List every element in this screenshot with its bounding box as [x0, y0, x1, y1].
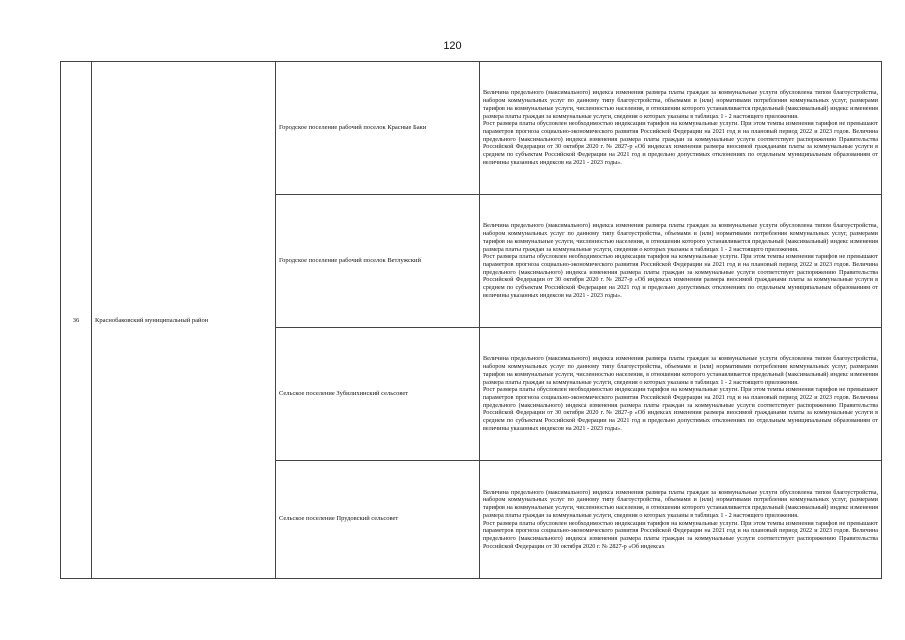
description-paragraph: Рост размера платы обусловлен необходимостью индексации тарифов на коммунальные услуги. При этом темпы изменения тарифов не превышают параметров прогноза социально-экономического развития Российской Федерации на 2021 год и на плановый период 2022 и 2023 годов. Величина предельного (максимального) индекса изменения размера платы граждан за коммунальные услуги соответствует распоряжению Правительства Российской Федерации от 30 октября 2020 г. № 2827-р «Об индексах изменения размера вносимой гражданами платы за коммунальные услуги в среднем по субъектам Российской Федерации на 2021 год и предельно допустимых отклонениях по отдельным муниципальным образованиям от величины указанных индексов на 2021 - 2023 годы». — [483, 253, 878, 299]
district-cell: Краснобаковский муниципальный район — [92, 62, 276, 579]
document-table — [60, 61, 882, 579]
page-number: 120 — [443, 40, 462, 52]
description-cell — [480, 195, 882, 328]
settlement-name-cell: Городское поселение рабочий поселок Красные Баки — [276, 62, 480, 195]
description-cell — [480, 461, 882, 579]
description-cell — [480, 328, 882, 461]
row-number-cell: 36 — [61, 62, 92, 579]
settlement-name-cell: Сельское поселение Прудовский сельсовет — [276, 461, 480, 579]
settlement-name-cell: Городское поселение рабочий поселок Ветлужский — [276, 195, 480, 328]
settlement-name-cell: Сельское поселение Зубилихинский сельсовет — [276, 328, 480, 461]
description-paragraph: Рост размера платы обусловлен необходимостью индексации тарифов на коммунальные услуги. При этом темпы изменения тарифов не превышают параметров прогноза социально-экономического развития Российской Федерации на 2021 год и на плановый период 2022 и 2023 годов. Величина предельного (максимального) индекса изменения размера платы граждан за коммунальные услуги соответствует распоряжению Правительства Российской Федерации от 30 октября 2020 г. № 2827-р «Об индексах — [483, 519, 878, 550]
description-paragraph: Величина предельного (максимального) индекса изменения размера платы граждан за коммунальные услуги обусловлена типом благоустройства, набором коммунальных услуг по данному типу благоустройства, объемами и (или) нормативами потребления коммунальных услуг, размерами тарифов на коммунальные услуги, численностью населения, в отношении которого устанавливается предельный (максимальный) индекс изменения размера платы граждан за коммунальные услуги, сведения о которых указаны в таблицах 1 - 2 настоящего приложения. — [483, 488, 878, 519]
description-paragraph: Рост размера платы обусловлен необходимостью индексации тарифов на коммунальные услуги. При этом темпы изменения тарифов не превышают параметров прогноза социально-экономического развития Российской Федерации на 2021 год и на плановый период 2022 и 2023 годов. Величина предельного (максимального) индекса изменения размера платы граждан за коммунальные услуги соответствует распоряжению Правительства Российской Федерации от 30 октября 2020 г. № 2827-р «Об индексах изменения размера вносимой гражданами платы за коммунальные услуги в среднем по субъектам Российской Федерации на 2021 год и предельно допустимых отклонениях по отдельным муниципальным образованиям от величины указанных индексов на 2021 - 2023 годы». — [483, 120, 878, 166]
description-paragraph: Величина предельного (максимального) индекса изменения размера платы граждан за коммунальные услуги обусловлена типом благоустройства, набором коммунальных услуг по данному типу благоустройства, объемами и (или) нормативами потребления коммунальных услуг, размерами тарифов на коммунальные услуги, численностью населения, в отношении которого устанавливается предельный (максимальный) индекс изменения размера платы граждан за коммунальные услуги, сведения о которых указаны в таблицах 1 - 2 настоящего приложения. — [483, 222, 878, 253]
description-paragraph: Величина предельного (максимального) индекса изменения размера платы граждан за коммунальные услуги обусловлена типом благоустройства, набором коммунальных услуг по данному типу благоустройства, объемами и (или) нормативами потребления коммунальных услуг, размерами тарифов на коммунальные услуги, численностью населения, в отношении которого устанавливается предельный (максимальный) индекс изменения размера платы граждан за коммунальные услуги, сведения о которых указаны в таблицах 1 - 2 настоящего приложения. — [483, 89, 878, 120]
description-cell — [480, 62, 882, 195]
description-paragraph: Рост размера платы обусловлен необходимостью индексации тарифов на коммунальные услуги. При этом темпы изменения тарифов не превышают параметров прогноза социально-экономического развития Российской Федерации на 2021 год и на плановый период 2022 и 2023 годов. Величина предельного (максимального) индекса изменения размера платы граждан за коммунальные услуги соответствует распоряжению Правительства Российской Федерации от 30 октября 2020 г. № 2827-р «Об индексах изменения размера вносимой гражданами платы за коммунальные услуги в среднем по субъектам Российской Федерации на 2021 год и предельно допустимых отклонениях по отдельным муниципальным образованиям от величины указанных индексов на 2021 - 2023 годы». — [483, 386, 878, 432]
table-row — [61, 62, 882, 195]
description-paragraph: Величина предельного (максимального) индекса изменения размера платы граждан за коммунальные услуги обусловлена типом благоустройства, набором коммунальных услуг по данному типу благоустройства, объемами и (или) нормативами потребления коммунальных услуг, размерами тарифов на коммунальные услуги, численностью населения, в отношении которого устанавливается предельный (максимальный) индекс изменения размера платы граждан за коммунальные услуги, сведения о которых указаны в таблицах 1 - 2 настоящего приложения. — [483, 355, 878, 386]
